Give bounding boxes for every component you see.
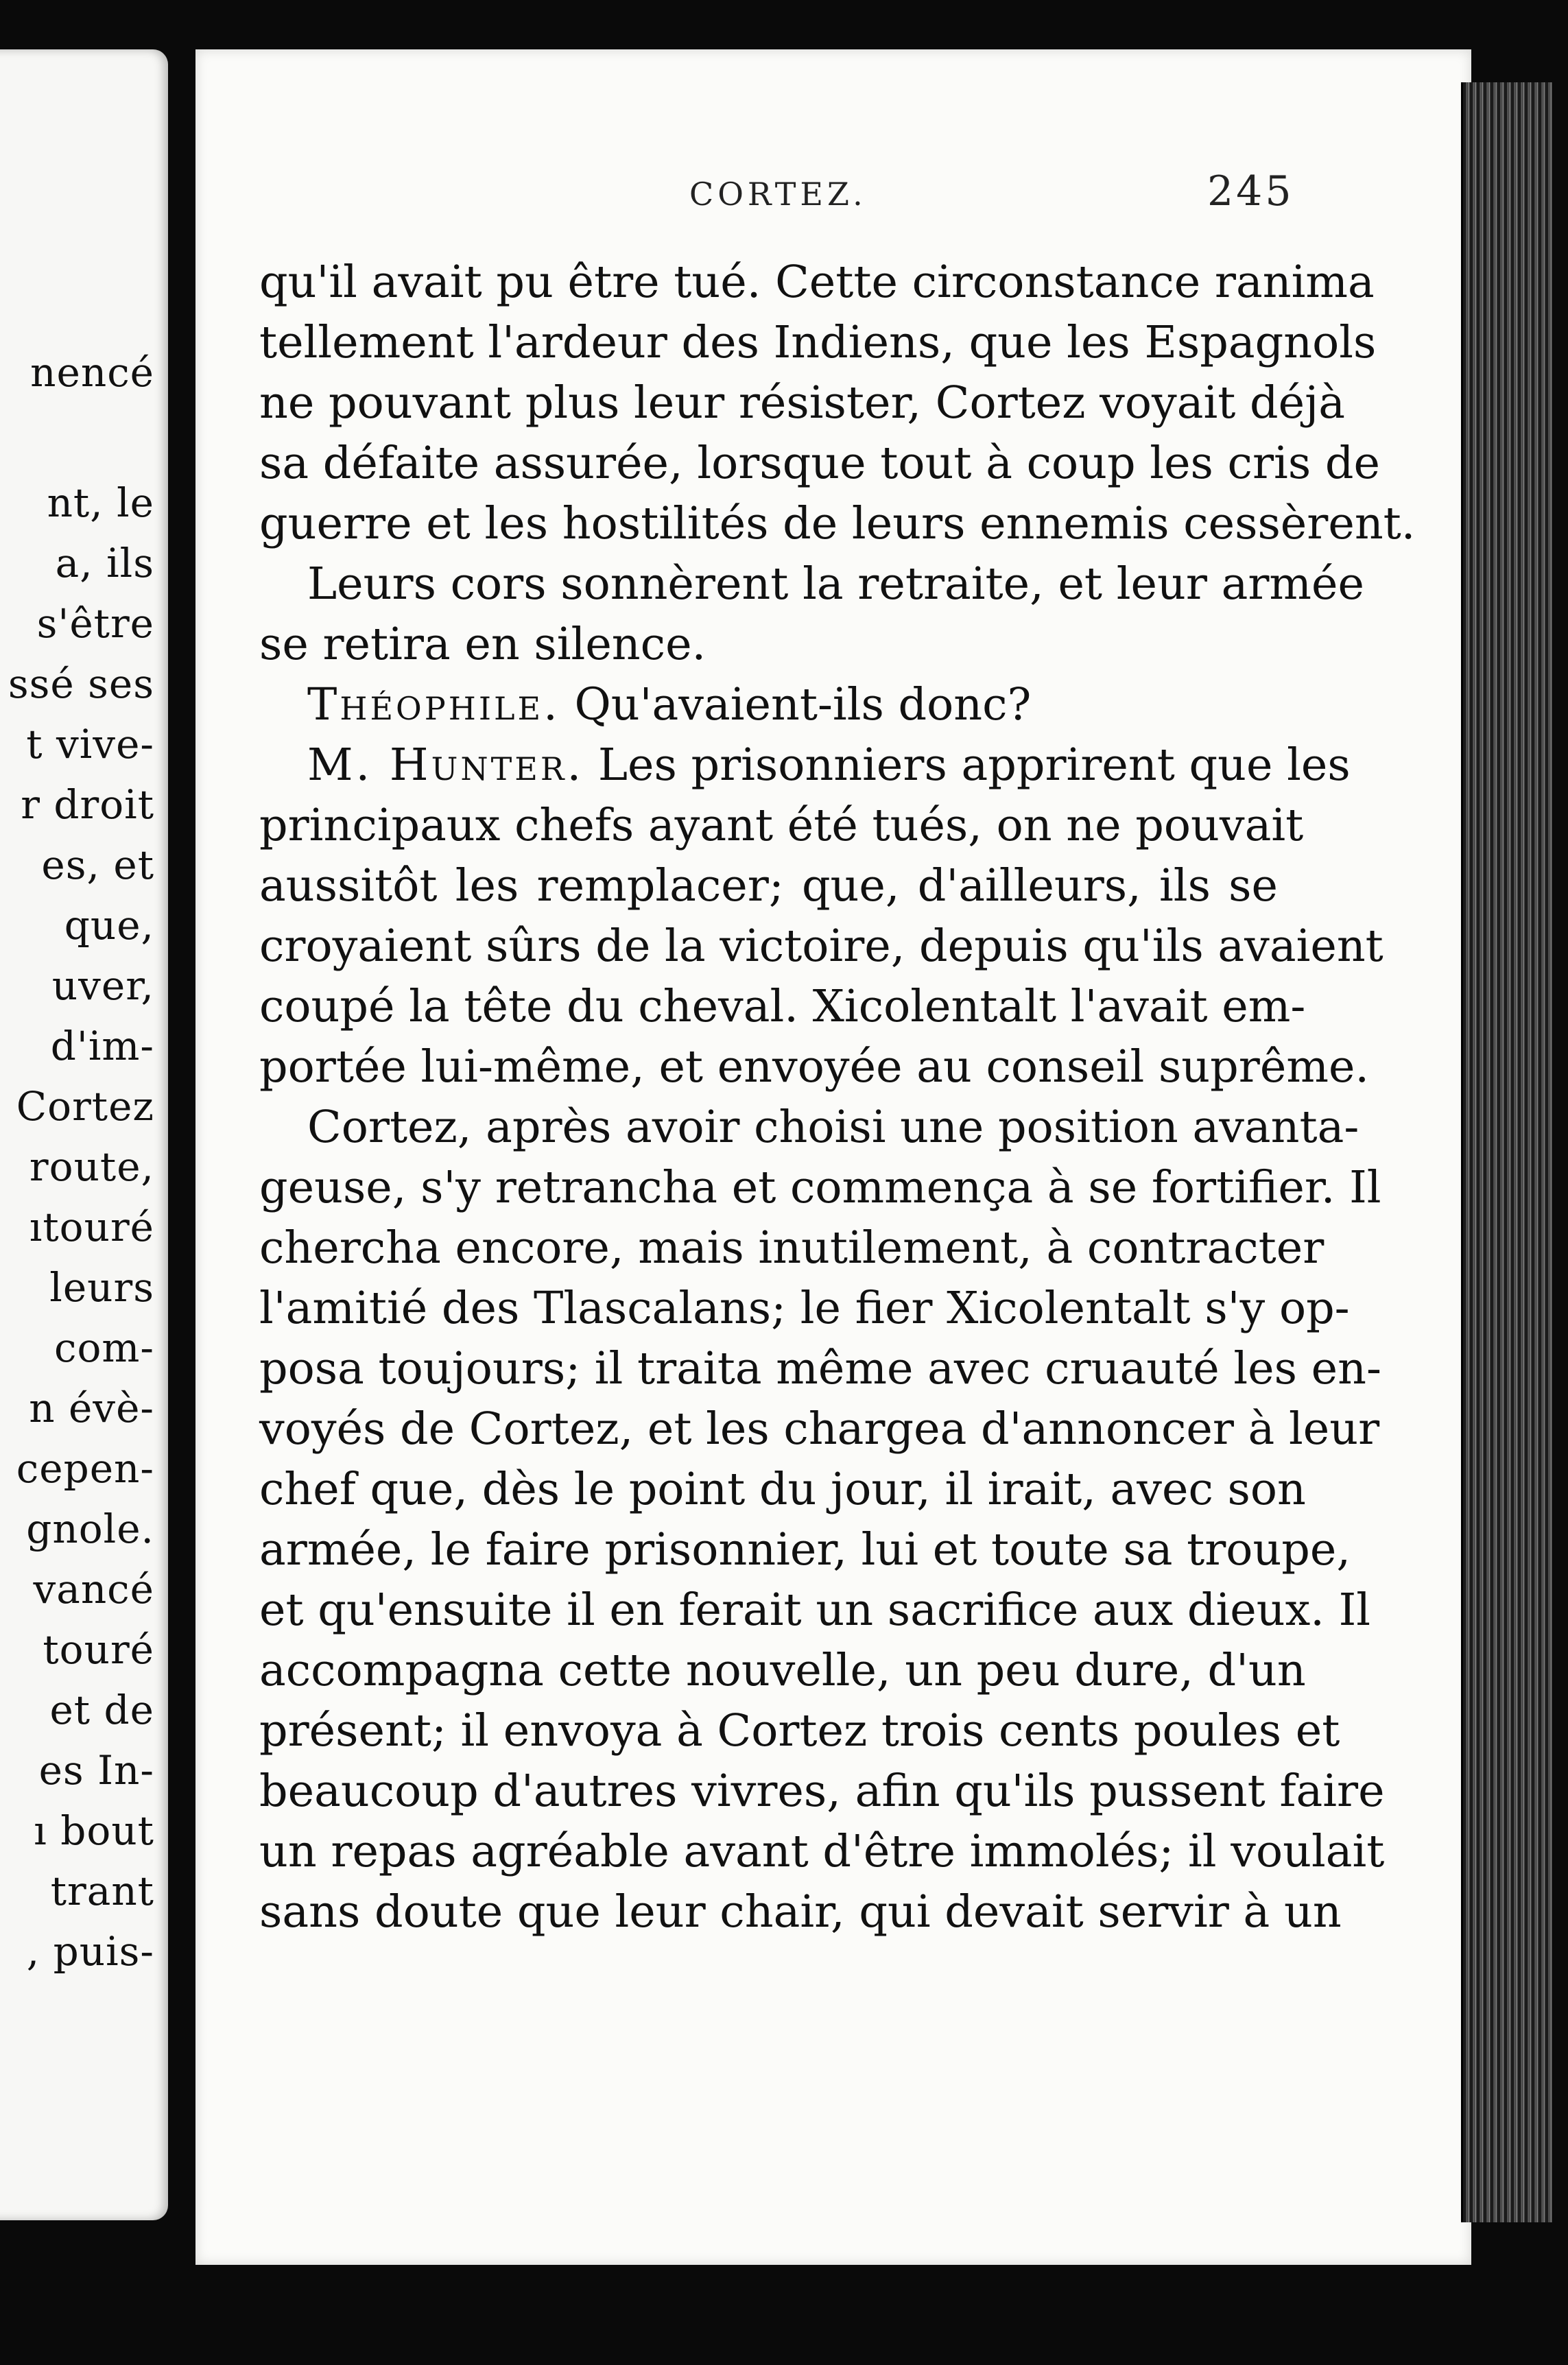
left-page-line: uver,	[51, 962, 154, 1009]
left-page-line: ı bout	[34, 1807, 154, 1854]
text-line: et qu'ensuite il en ferait un sacrifice aux dieux. Il	[259, 1584, 1371, 1636]
text-line: un repas agréable avant d'être immolés; il voulait	[259, 1826, 1385, 1877]
text-line: chercha encore, mais inutilement, à contracter	[259, 1222, 1325, 1274]
text-line: accompagna cette nouvelle, un peu dure, d'un	[259, 1645, 1306, 1696]
text-line: présent; il envoya à Cortez trois cents poules et	[259, 1705, 1340, 1757]
page-edges	[1461, 82, 1552, 2222]
left-page-line: nt, le	[47, 479, 154, 526]
text-line: se retira en silence.	[259, 619, 706, 670]
text-line: guerre et les hostilités de leurs ennemis cessèrent.	[259, 498, 1416, 549]
left-page-line: leurs	[49, 1264, 154, 1311]
left-page-line: et de	[49, 1687, 154, 1733]
previous-page-fragment	[0, 49, 168, 2220]
left-page-line: es In-	[38, 1747, 154, 1794]
text-line: geuse, s'y retrancha et commença à se fortifier. Il	[259, 1162, 1381, 1213]
text-line: sans doute que leur chair, qui devait servir à un	[259, 1886, 1342, 1938]
text-line: tellement l'ardeur des Indiens, que les Espagnols	[259, 317, 1377, 368]
running-head: CORTEZ.	[689, 176, 867, 213]
left-page-line: s'être	[36, 600, 154, 647]
left-page-line: a, ils	[55, 540, 154, 586]
speech-text: Qu'avaient-ils donc?	[574, 679, 1032, 730]
left-page-line: route,	[29, 1143, 154, 1190]
left-page-line: t vive-	[26, 721, 154, 768]
left-page-line: ıtouré	[29, 1204, 154, 1250]
speaker-theophile: Théophile.	[307, 679, 560, 730]
left-page-line: ssé ses	[8, 661, 154, 707]
left-page-line: r droit	[21, 781, 154, 828]
left-page-line: com-	[54, 1324, 154, 1371]
left-page-line: gnole.	[26, 1506, 154, 1552]
text-line: posa toujours; il traita même avec cruauté les en-	[259, 1343, 1381, 1394]
left-page-line: cepen-	[16, 1445, 154, 1492]
text-line: principaux chefs ayant été tués, on ne pouvait	[259, 800, 1304, 851]
left-page-line: es, et	[41, 842, 154, 888]
text-line: croyaient sûrs de la victoire, depuis qu'ils avaient	[259, 920, 1383, 972]
left-page-line: touré	[43, 1626, 154, 1673]
text-line: qu'il avait pu être tué. Cette circonstance ranima	[259, 257, 1375, 308]
text-line: coupé la tête du cheval. Xicolentalt l'avait em-	[259, 981, 1306, 1032]
left-page-line: trant	[50, 1868, 154, 1914]
dialogue-line-hunter	[307, 738, 1351, 793]
text-line: aussitôt les remplacer; que, d'ailleurs, ils se	[259, 860, 1278, 912]
text-line: Cortez, après avoir choisi une position avanta-	[307, 1102, 1359, 1153]
text-line: sa défaite assurée, lorsque tout à coup les cris de	[259, 438, 1380, 489]
text-line: voyés de Cortez, et les chargea d'annoncer à leur	[259, 1403, 1380, 1455]
text-line: l'amitié des Tlascalans; le fier Xicolentalt s'y op-	[259, 1283, 1350, 1334]
text-line: portée lui-même, et envoyée au conseil suprême.	[259, 1041, 1370, 1093]
left-page-line: nencé	[30, 349, 154, 396]
left-page-line: , puis-	[26, 1928, 154, 1975]
text-line: beaucoup d'autres vivres, afin qu'ils pussent faire	[259, 1766, 1385, 1817]
text-line: ne pouvant plus leur résister, Cortez voyait déjà	[259, 377, 1346, 429]
speaker-hunter: M. Hunter.	[307, 739, 584, 791]
left-page-line: d'im-	[50, 1023, 154, 1069]
text-line: armée, le faire prisonnier, lui et toute sa troupe,	[259, 1524, 1351, 1576]
left-page-line: n évè-	[29, 1385, 154, 1431]
text-line: Leurs cors sonnèrent la retraite, et leur armée	[307, 558, 1364, 610]
text-line: chef que, dès le point du jour, il irait, avec son	[259, 1464, 1306, 1515]
left-page-line: vancé	[33, 1566, 154, 1613]
speech-text: Les prisonniers apprirent que les	[597, 739, 1351, 791]
left-page-line: que,	[64, 902, 154, 949]
page-number: 245	[1207, 167, 1294, 215]
left-page-line: Cortez	[16, 1083, 154, 1130]
dialogue-line-theophile	[307, 678, 1278, 733]
